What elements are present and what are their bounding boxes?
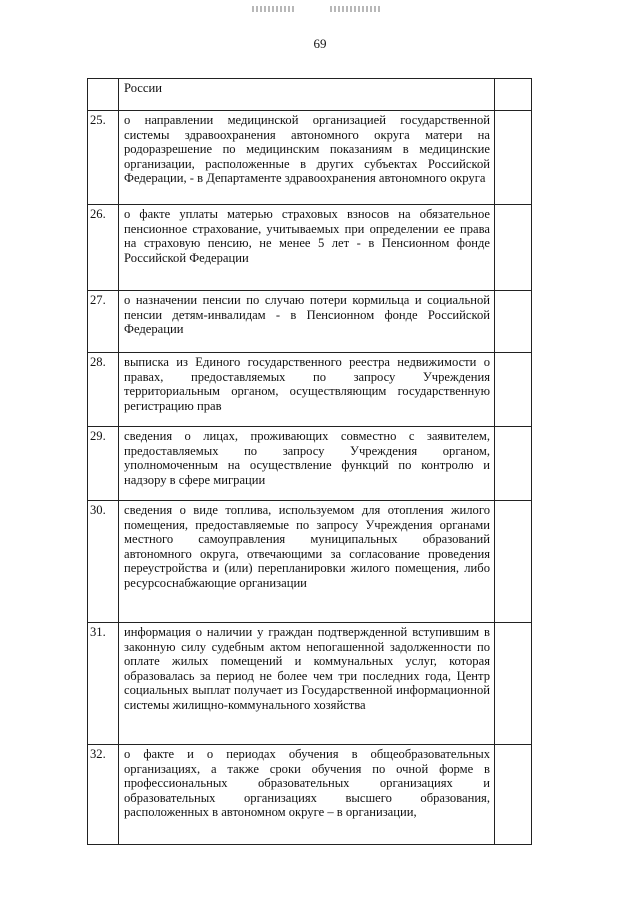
row-number: 32. bbox=[88, 745, 119, 845]
row-number: 31. bbox=[88, 623, 119, 745]
row-description: России bbox=[119, 79, 495, 111]
table-row bbox=[88, 745, 532, 845]
empty-cell bbox=[495, 205, 532, 291]
empty-cell bbox=[495, 111, 532, 205]
row-number: 26. bbox=[88, 205, 119, 291]
empty-cell bbox=[495, 501, 532, 623]
table-row bbox=[88, 623, 532, 745]
table-row bbox=[88, 111, 532, 205]
row-description: сведения о лицах, проживающих совместно с заявителем, предоставляемых по запросу Учреждения органом, уполномоченным на осуществление функций по контролю и надзору в сфере миграции bbox=[119, 427, 495, 501]
row-description: о факте уплаты матерью страховых взносов на обязательное пенсионное страхование, учитываемых при определении ее права на страховую пенсию, не менее 5 лет - в Пенсионном фонде Российской Федерации bbox=[119, 205, 495, 291]
row-number bbox=[88, 79, 119, 111]
row-description: выписка из Единого государственного реестра недвижимости о правах, предоставляемых по запросу Учреждения территориальным органом, осуществляющим государственную регистрацию прав bbox=[119, 353, 495, 427]
empty-cell bbox=[495, 745, 532, 845]
document-table bbox=[87, 78, 532, 845]
row-number: 30. bbox=[88, 501, 119, 623]
row-description: сведения о виде топлива, используемом для отопления жилого помещения, предоставляемые по запросу Учреждения органами местного самоуправления муниципальных образований автономного округа, отвечающими за согласование проведения переустройства и (или) перепланировки жилого помещения, либо ресурсоснабжающие организации bbox=[119, 501, 495, 623]
row-number: 28. bbox=[88, 353, 119, 427]
row-description: о направлении медицинской организацией государственной системы здравоохранения автономного округа матери на родоразрешение по медицинским показаниям в медицинские организации, расположенные в других субъектах Российской Федерации, - в Департаменте здравоохранения автономного округа bbox=[119, 111, 495, 205]
scan-artifact bbox=[330, 6, 380, 12]
table-row bbox=[88, 501, 532, 623]
empty-cell bbox=[495, 353, 532, 427]
table-row bbox=[88, 427, 532, 501]
row-number: 29. bbox=[88, 427, 119, 501]
row-number: 25. bbox=[88, 111, 119, 205]
empty-cell bbox=[495, 427, 532, 501]
row-number: 27. bbox=[88, 291, 119, 353]
row-description: о назначении пенсии по случаю потери кормильца и социальной пенсии детям-инвалидам - в Пенсионном фонде Российской Федерации bbox=[119, 291, 495, 353]
table-row bbox=[88, 205, 532, 291]
scan-artifact bbox=[252, 6, 294, 12]
table-row bbox=[88, 353, 532, 427]
row-description: о факте и о периодах обучения в общеобразовательных организациях, а также сроки обучения по очной форме в профессиональных образовательных организациях и образовательных организациях высшего образования, расположенных в автономном округе – в организации, bbox=[119, 745, 495, 845]
empty-cell bbox=[495, 623, 532, 745]
empty-cell bbox=[495, 79, 532, 111]
row-description: информация о наличии у граждан подтвержденной вступившим в законную силу судебным актом непогашенной задолженности по оплате жилых помещений и коммунальных услуг, которая образовалась за период не более чем три последних года, Центр социальных выплат получает из Государственной информационной системы жилищно-коммунального хозяйства bbox=[119, 623, 495, 745]
empty-cell bbox=[495, 291, 532, 353]
table-row bbox=[88, 79, 532, 111]
table-row bbox=[88, 291, 532, 353]
page-number: 69 bbox=[313, 36, 327, 51]
